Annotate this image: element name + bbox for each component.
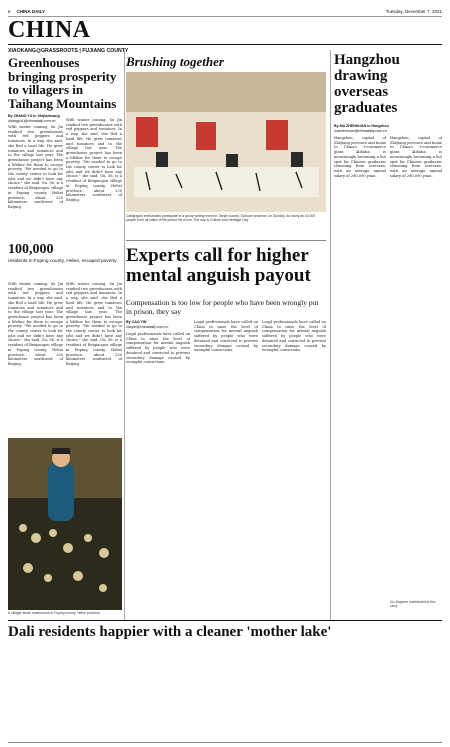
mushroom-photo <box>8 438 122 610</box>
story2-byline <box>126 320 186 329</box>
story3-byline-name: By MA ZHENHUAN in Hangzhou <box>334 124 389 128</box>
story2-headline: Experts call for higher mental anguish payout <box>126 245 311 286</box>
story1-byline-email: zhangyu1@chinadaily.com.cn <box>8 118 56 123</box>
column-rule <box>124 50 125 620</box>
footer-rule <box>8 742 442 743</box>
stat-label: residents in Fuping county, Hebei, escaped poverty <box>8 259 117 264</box>
story3-body-col2: Hangzhou, capital of Zhejiang province and home to China's e-commerce giant Alibaba, is increasingly becoming a hot spot for Chinese graduates returning from overseas, with an average annual salary of 280,000 yuan. <box>390 136 442 178</box>
story2-deck: Compensation is too low for people who have been wrongly put in prison, they say <box>126 298 319 316</box>
stat-number: 100,000 <box>8 242 54 257</box>
story1-body-col3: With winter coming, Su Jin readied two greenhouses with red peppers and tomatoes. In a way, she said, she fled a hard life. He grew tomatoes and tomatoes and to the village last year. The greenhouse project has been a lifeline for them to escape poverty. "We needed to go to the county center to look for jobs and we didn't have any choice," she said. Gu, 56, is a resident of Beiqiaogou village in Fuping county, Hebei province, about 230 kilometers southwest of Beijing. <box>8 282 63 366</box>
story2-byline-name: By CAO YIN <box>126 320 147 324</box>
issue-date: Tuesday, December 7, 2021 <box>385 8 442 14</box>
calligraphy-caption: Calligraphy enthusiasts participate in a group writing event in Tianjin county, Sichuan province, on Sunday. As many as 10,000 people from all walks of life joined the event. The day is Culture and Heritage Day. <box>126 214 316 223</box>
story3-byline-email: mazhenhuan@chinadaily.com.cn <box>334 128 387 133</box>
story3-headline: Hangzhou drawing overseas graduates <box>334 52 400 116</box>
story2-body: Legal professionals have called on China to raise the level of compensation for mental anguish suffered by people who were detained and convicted to prevent secondary damage caused by wrongful convictions. <box>126 332 190 365</box>
mushroom-caption: A villager tends mushrooms in Fuping county, Hebei province. <box>8 611 101 615</box>
story2-byline-email: caoyin@chinadaily.com.cn <box>126 324 169 329</box>
story2-body-col2: Legal professionals have called on China to raise the level of compensation for mental anguish suffered by people who were detained and convicted to prevent secondary damage caused by wrongful convictions. <box>194 320 258 353</box>
bottom-rule <box>8 620 442 621</box>
masthead-bar <box>8 6 442 17</box>
story1-body: With winter coming, Su Jin readied two greenhouses with red peppers and tomatoes. In a way, she said, she fled a hard life. He grew tomatoes and tomatoes and to the village last year. The greenhouse project has been a lifeline for them to escape poverty. "We needed to go to the county center to look for jobs and we didn't have any choice," she said. Gu, 56, is a resident of Beiqiaogou village in Fuping county, Hebei province, about 230 kilometers southwest of Beijing. <box>8 125 63 209</box>
photo-feature-title: Brushing together <box>126 54 224 69</box>
story3-byline <box>334 124 442 133</box>
section-title: CHINA <box>8 17 91 43</box>
story3-credit: Gu Jingwen contributed to this story. <box>390 600 436 609</box>
divider <box>126 240 326 241</box>
page-number: 6 <box>8 8 11 14</box>
paper-name: CHINA DAILY <box>16 8 45 14</box>
story3-body: Hangzhou, capital of Zhejiang province and home to China's e-commerce giant Alibaba, is increasingly becoming a hot spot for Chinese graduates returning from overseas, with an average annual salary of 280,000 yuan. <box>334 136 386 178</box>
story1-kicker: XIAOKANG@GRASSROOTS | FUJIANG COUNTY <box>8 48 129 54</box>
story2-body-col3: Legal professionals have called on China to raise the level of compensation for mental anguish suffered by people who were detained and convicted to prevent secondary damage caused by wrongful convictions. <box>262 320 326 353</box>
story1-headline: Greenhouses bringing prosperity to villagers in Taihang Mountains <box>8 55 117 111</box>
story4-headline: Dali residents happier with a cleaner 'mother lake' <box>8 624 332 640</box>
section-rule <box>8 44 442 45</box>
story4-body-col1 <box>8 644 78 742</box>
story1-byline-name: By ZHANG YU in Shijiazhuang <box>8 114 60 118</box>
story1-body-col4: With winter coming, Su Jin readied two greenhouses with red peppers and tomatoes. In a way, she said, she fled a hard life. He grew tomatoes and tomatoes and to the village last year. The greenhouse project has been a lifeline for them to escape poverty. "We needed to go to the county center to look for jobs and we didn't have any choice," she said. Gu, 56, is a resident of Beiqiaogou village in Fuping county, Hebei province, about 230 kilometers southwest of Beijing. <box>66 282 122 366</box>
calligraphy-photo <box>126 72 326 212</box>
column-rule <box>330 50 331 620</box>
story1-body-col2: With winter coming, Su Jin readied two greenhouses with red peppers and tomatoes. In a way, she said, she fled a hard life. He grew tomatoes and tomatoes and to the village last year. The greenhouse project has been a lifeline for them to escape poverty. "We needed to go to the county center to look for jobs and we didn't have any choice," she said. Gu, 56, is a resident of Beiqiaogou village in Fuping county, Hebei province, about 230 kilometers southwest of Beijing. <box>66 118 122 202</box>
